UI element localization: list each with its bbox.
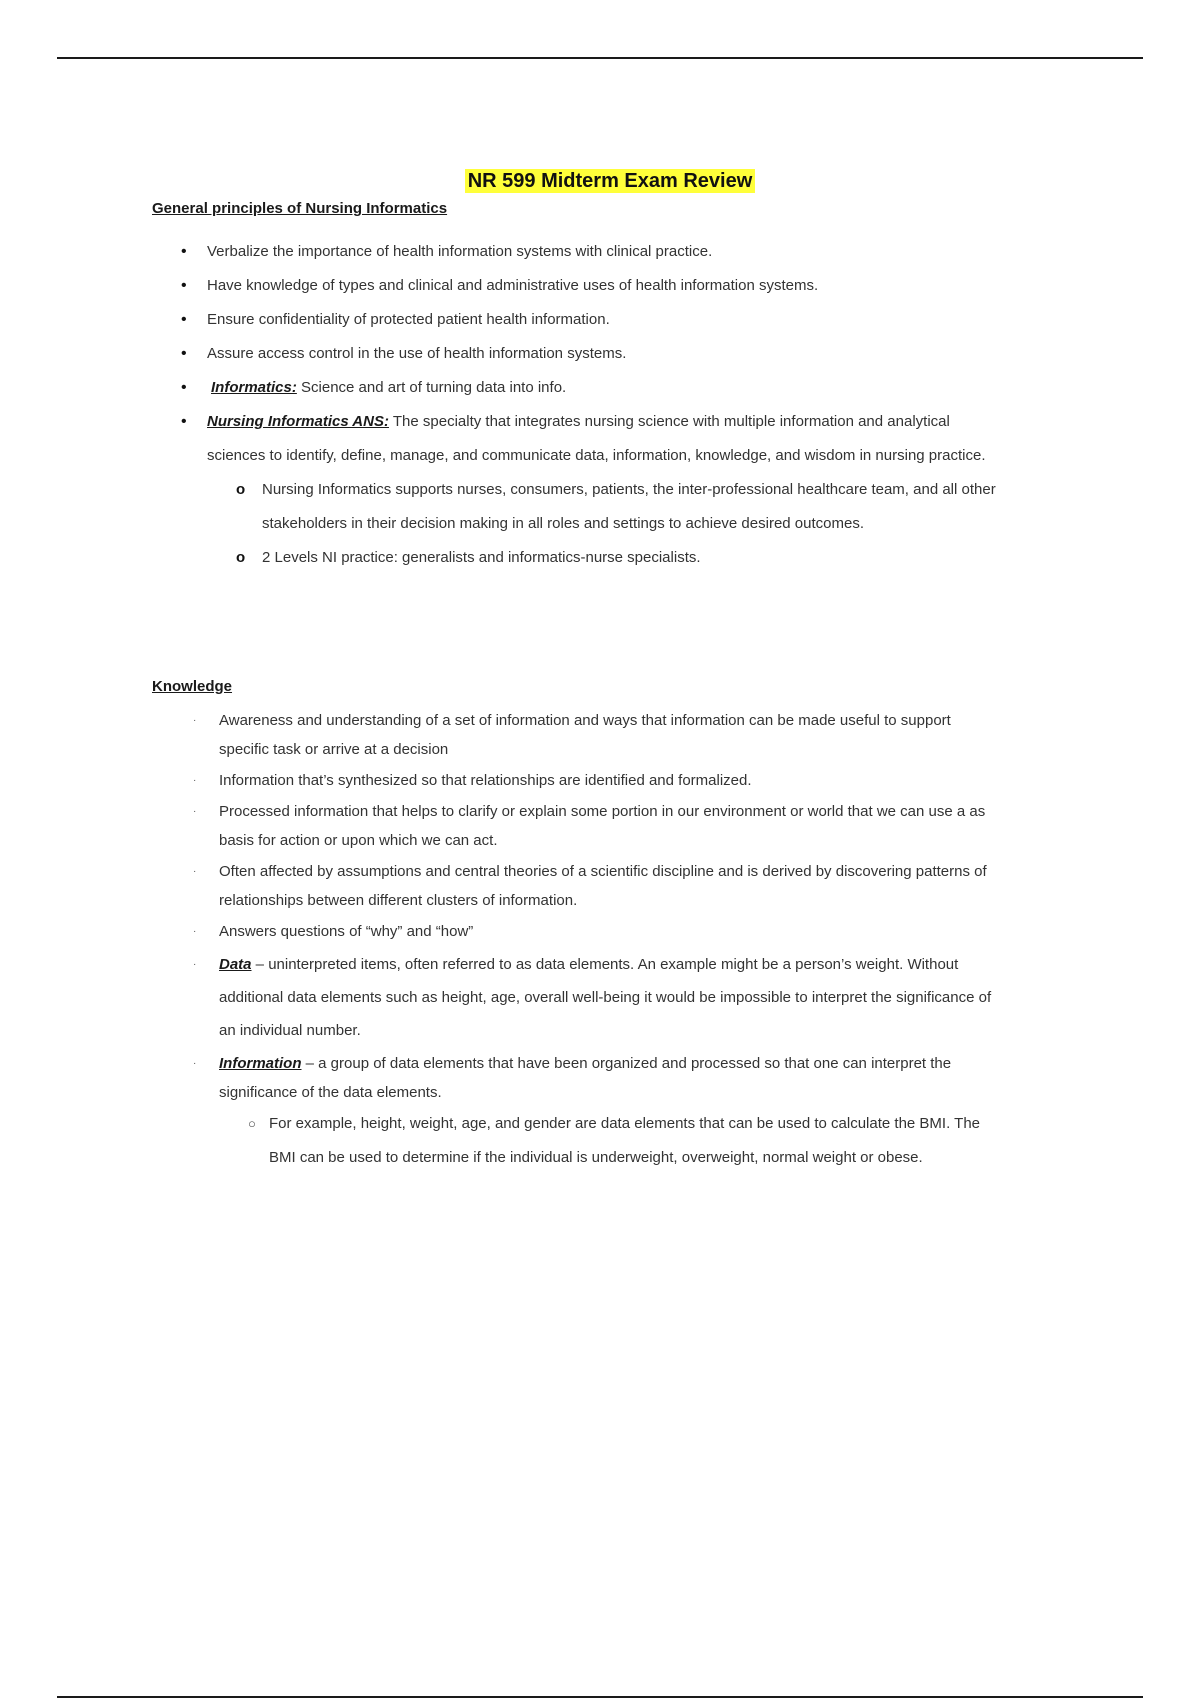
term-label: Nursing Informatics ANS:	[207, 413, 389, 430]
bullet-icon: •	[181, 345, 187, 362]
sub-list-item	[235, 541, 1000, 575]
term-label: Data	[219, 956, 252, 973]
list-item-text: – a group of data elements that have been organized and processed so that one can interpret the significance of the data elements.	[219, 1055, 952, 1101]
bullet-icon: •	[181, 243, 187, 260]
list-item	[192, 797, 1002, 855]
list-item-text: Verbalize the importance of health information systems with clinical practice.	[207, 243, 713, 260]
sub-bullet-icon: o	[236, 481, 246, 498]
list-item	[180, 235, 1000, 269]
list-item	[192, 706, 1002, 764]
general-sub-list	[207, 473, 1000, 575]
sub-bullet-icon: o	[236, 549, 246, 566]
bullet-icon: ·	[193, 959, 197, 970]
list-item-text: Processed information that helps to clarify or explain some portion in our environment or world that we can use a as basis for action or upon which we can act.	[219, 803, 986, 849]
sub-list-item	[235, 473, 1000, 541]
bullet-icon: •	[181, 379, 187, 396]
list-item	[180, 337, 1000, 371]
list-item-text: Ensure confidentiality of protected patient health information.	[207, 311, 610, 328]
list-item	[192, 1049, 1002, 1175]
sub-list-item-text: Nursing Informatics supports nurses, consumers, patients, the inter-professional healthcare team, and all other stakeholders in their decision making in all roles and settings to achieve desired outcomes.	[262, 481, 996, 532]
list-item-text: The specialty that integrates nursing science with multiple information and analytical sciences to identify, define, manage, and communicate data, information, knowledge, and wisdom in nursing practice.	[207, 413, 986, 464]
sub-list-item-text: For example, height, weight, age, and gender are data elements that can be used to calculate the BMI. The BMI can be used to determine if the individual is underweight, overweight, normal weight or obese.	[269, 1115, 980, 1166]
bullet-icon: •	[181, 311, 187, 328]
bullet-icon: ·	[193, 715, 197, 726]
term-label: Informatics:	[211, 379, 297, 396]
list-item	[192, 917, 1002, 946]
list-item	[192, 766, 1002, 795]
section-heading-general: General principles of Nursing Informatics	[152, 200, 448, 217]
sub-bullet-icon: ○	[248, 1116, 256, 1131]
list-item-text: Have knowledge of types and clinical and administrative uses of health information systems.	[207, 277, 819, 294]
section-heading-knowledge: Knowledge	[152, 678, 233, 695]
list-item-text: Science and art of turning data into info.	[296, 379, 567, 396]
list-item-text: Often affected by assumptions and central theories of a scientific discipline and is derived by discovering patterns of relationships between different clusters of information.	[219, 863, 987, 909]
knowledge-sub-list	[219, 1107, 1002, 1175]
bullet-icon: ·	[193, 775, 197, 786]
knowledge-list	[192, 706, 1002, 1177]
list-item-text: Awareness and understanding of a set of information and ways that information can be made useful to support specific task or arrive at a decision	[219, 712, 951, 758]
list-item-text: – uninterpreted items, often referred to as data elements. An example might be a person’s weight. Without additional data elements such as height, age, overall well-being it would be impossible to interpret the significance of an individual number.	[219, 956, 992, 1039]
list-item-text: Information that’s synthesized so that relationships are identified and formalized.	[219, 772, 752, 789]
document-title	[0, 170, 1200, 193]
list-item	[180, 371, 1000, 405]
bullet-icon: ·	[193, 806, 197, 817]
bullet-icon: •	[181, 277, 187, 294]
list-item	[180, 269, 1000, 303]
list-item-text: Assure access control in the use of health information systems.	[207, 345, 627, 362]
bullet-icon: ·	[193, 1058, 197, 1069]
term-label: Information	[219, 1055, 302, 1072]
list-item-text: Answers questions of “why” and “how”	[219, 923, 474, 940]
bullet-icon: •	[181, 413, 187, 430]
document-title-text: NR 599 Midterm Exam Review	[465, 169, 756, 193]
sub-list-item	[248, 1107, 1002, 1175]
top-rule	[57, 57, 1143, 59]
general-principles-list	[180, 235, 1000, 575]
list-item	[192, 948, 1002, 1047]
list-item	[180, 303, 1000, 337]
bottom-rule	[57, 1696, 1143, 1698]
bullet-icon: ·	[193, 926, 197, 937]
list-item	[192, 857, 1002, 915]
list-item	[180, 405, 1000, 575]
sub-list-item-text: 2 Levels NI practice: generalists and informatics-nurse specialists.	[262, 549, 701, 566]
bullet-icon: ·	[193, 866, 197, 877]
